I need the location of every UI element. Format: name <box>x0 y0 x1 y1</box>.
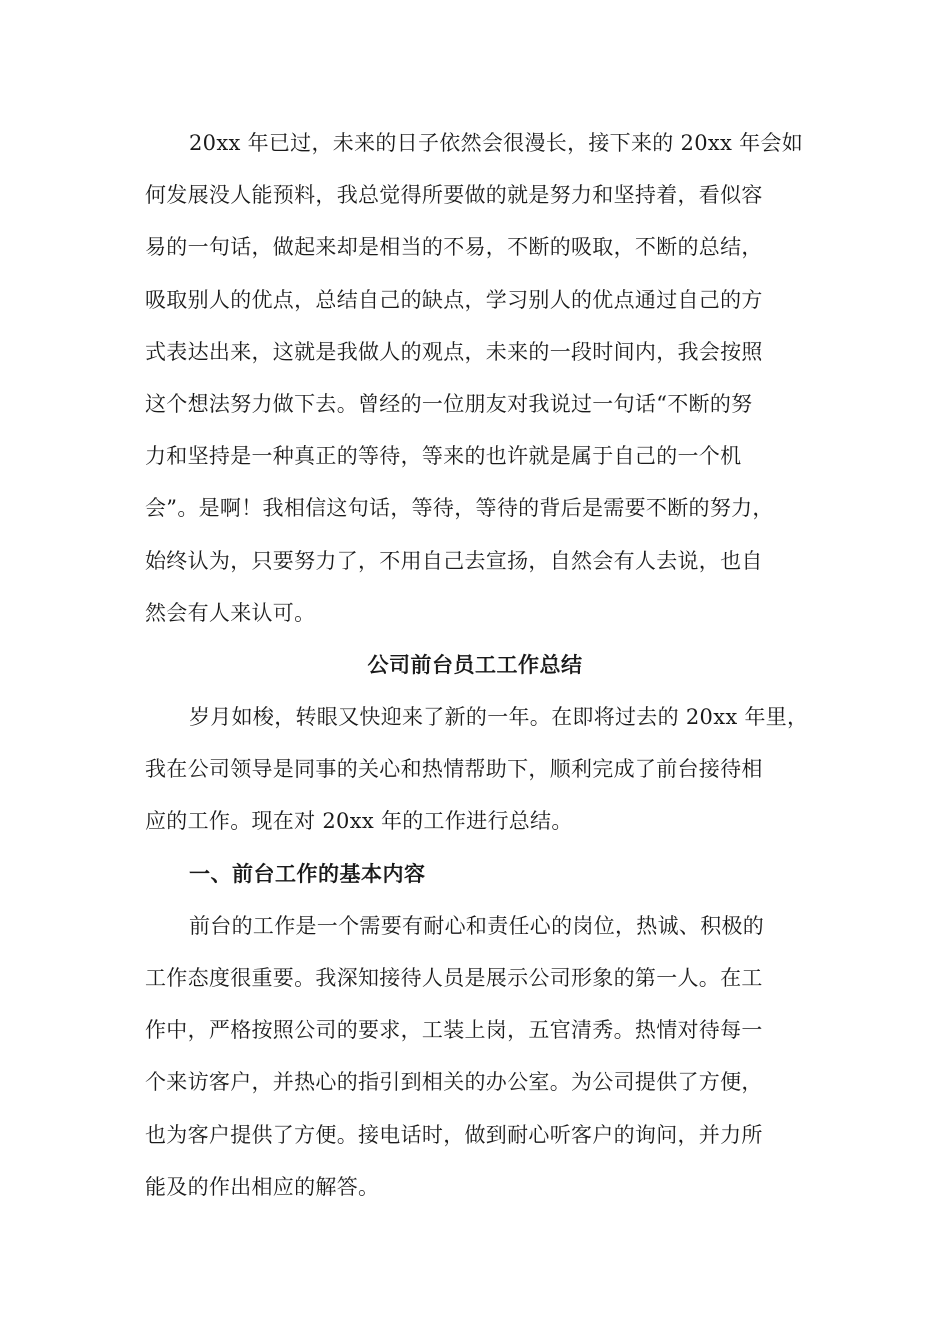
section-heading: 一、前台工作的基本内容 <box>189 861 426 886</box>
paragraph-line: 然会有人来认可。 <box>145 600 316 625</box>
paragraph-line: 个来访客户，并热心的指引到相关的办公室。为公司提供了方便， <box>145 1070 763 1095</box>
paragraph-line: 岁月如梭，转眼又快迎来了新的一年。在即将过去的 20xx 年里， <box>189 705 809 730</box>
paragraph-line: 力和坚持是一种真正的等待，等来的也许就是属于自己的一个机 <box>145 444 742 469</box>
paragraph-line: 始终认为，只要努力了，不用自己去宣扬，自然会有人去说，也自 <box>145 548 763 573</box>
paragraph-line: 吸取别人的优点，总结自己的缺点，学习别人的优点通过自己的方 <box>145 287 763 312</box>
paragraph-line: 这个想法努力做下去。曾经的一位朋友对我说过一句话“不断的努 <box>145 391 753 416</box>
paragraph-line: 20xx 年已过，未来的日子依然会很漫长，接下来的 20xx 年会如 <box>189 131 804 155</box>
paragraph-line: 应的工作。现在对 20xx 年的工作进行总结。 <box>145 809 573 834</box>
paragraph-line: 式表达出来，这就是我做人的观点，未来的一段时间内，我会按照 <box>145 339 763 364</box>
paragraph-line: 作中，严格按照公司的要求，工装上岗，五官清秀。热情对待每一 <box>145 1018 763 1043</box>
paragraph-line: 前台的工作是一个需要有耐心和责任心的岗位，热诚、积极的 <box>189 913 765 938</box>
paragraph-line: 也为客户提供了方便。接电话时，做到耐心听客户的询问，并力所 <box>145 1122 763 1147</box>
paragraph-line: 我在公司领导是同事的关心和热情帮助下，顺利完成了前台接待相 <box>145 757 763 782</box>
document-body <box>145 130 809 1226</box>
paragraph-2 <box>145 704 809 835</box>
paragraph-1 <box>145 130 805 627</box>
paragraph-line: 易的一句话，做起来却是相当的不易，不断的吸取，不断的总结， <box>145 235 763 260</box>
paragraph-3 <box>145 913 805 1201</box>
paragraph-line: 工作态度很重要。我深知接待人员是展示公司形象的第一人。在工 <box>145 966 763 990</box>
paragraph-line: 何发展没人能预料，我总觉得所要做的就是努力和坚持着，看似容 <box>145 183 763 208</box>
paragraph-line: 会”。是啊！我相信这句话，等待，等待的背后是需要不断的努力， <box>145 496 774 521</box>
paragraph-line: 能及的作出相应的解答。 <box>145 1174 380 1199</box>
document-title: 公司前台员工工作总结 <box>367 652 583 677</box>
